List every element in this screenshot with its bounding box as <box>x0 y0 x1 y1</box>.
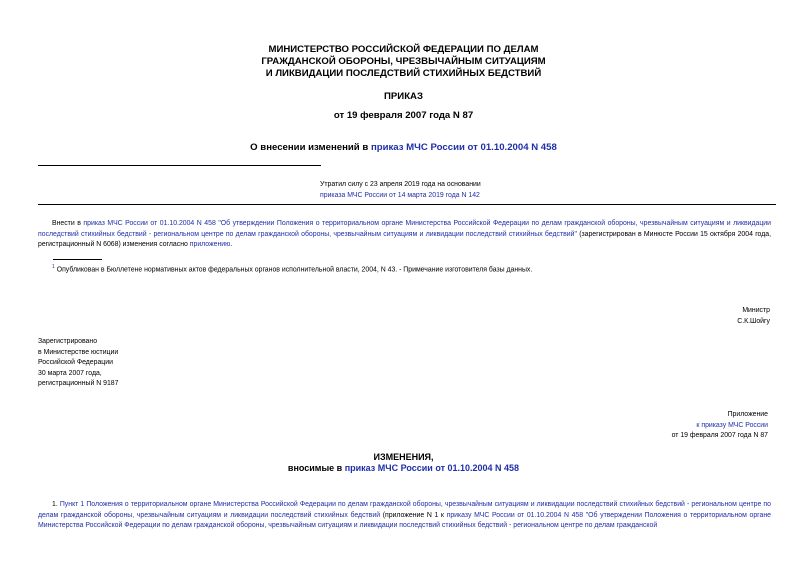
subject-link[interactable]: приказ МЧС России от 01.10.2004 N 458 <box>370 142 557 153</box>
registration-line-4: 30 марта 2007 года, <box>38 369 102 377</box>
main-paragraph <box>38 219 771 251</box>
registration-line-3: Российской Федерации <box>38 359 113 366</box>
changes-subtitle-prefix: вносимые в <box>287 463 345 473</box>
repeal-order-link[interactable]: приказа МЧС России от 14 марта 2019 года N 142 <box>320 191 480 199</box>
order-date: от 19 февраля 2007 года N 87 <box>333 110 474 121</box>
signature-name: С.К.Шойгу <box>737 317 770 325</box>
item-1-link-clause[interactable]: Пункт 1 Положения о территориальном органе Министерства Российской Федерации по делам гражданской обороны, чрезвычайным ситуациям и ликвидации последствий стихийных бедствий - региональном центре по делам гражданской обороны, чрезвычайным ситуациям и ликвидации последствий стихийных бедствий <box>38 501 771 519</box>
main-text-3: . <box>230 241 233 248</box>
ministry-title <box>0 44 807 80</box>
ministry-line-1: МИНИСТЕРСТВО РОССИЙСКОЙ ФЕДЕРАЦИИ ПО ДЕЛАМ <box>268 44 539 55</box>
ministry-line-3: И ЛИКВИДАЦИИ ПОСЛЕДСТВИЙ СТИХИЙНЫХ БЕДСТВИЙ <box>265 68 542 79</box>
subject-prefix: О внесении изменений в <box>250 142 371 153</box>
order-subject <box>0 142 807 154</box>
main-text-2: (зарегистрирован в Минюсте России 15 октября 2004 года, регистрационный N 6068) изменения согласно <box>38 230 772 248</box>
changes-title: ИЗМЕНЕНИЯ, <box>373 452 434 462</box>
registration-line-5: регистрационный N 9187 <box>38 380 119 387</box>
ministry-line-2: ГРАЖДАНСКОЙ ОБОРОНЫ, ЧРЕЗВЫЧАЙНЫМ СИТУАЦИЯМ <box>261 56 546 67</box>
appendix-date: от 19 февраля 2007 года N 87 <box>671 432 768 439</box>
registration-line-2: в Министерстве юстиции <box>38 348 119 356</box>
footnote-marker[interactable]: 1 <box>52 264 55 270</box>
changes-subtitle <box>0 462 807 474</box>
status-line-1: Утратил силу с 23 апреля 2019 года на основании <box>320 181 481 188</box>
main-link-appendix[interactable]: приложению <box>189 241 231 248</box>
status-note <box>320 180 481 201</box>
appendix-order-link[interactable]: к приказу МЧС России <box>696 421 768 429</box>
divider-wide <box>38 204 776 205</box>
item-1-text: (приложение N 1 к <box>380 511 447 519</box>
registration-line-1: Зарегистрировано <box>38 338 98 345</box>
footnote-text: Опубликован в Бюллетене нормативных актов федеральных органов исполнительной власти, 2004, N 43. - Примечание изготовителя базы данных. <box>56 266 533 274</box>
divider-top <box>38 165 321 166</box>
item-1-number: 1. <box>52 501 60 508</box>
footnote <box>52 262 532 276</box>
main-text-1: Внести в <box>52 220 84 227</box>
signature-position: Министр <box>742 307 770 314</box>
changes-subtitle-link[interactable]: приказ МЧС России от 01.10.2004 N 458 <box>344 463 520 473</box>
signature-block <box>600 306 770 327</box>
doc-type: ПРИКАЗ <box>384 91 423 102</box>
appendix-header <box>560 410 768 442</box>
registration-block <box>38 337 118 390</box>
item-1-paragraph <box>38 500 771 532</box>
footnote-divider <box>53 259 102 260</box>
main-link-order[interactable]: приказ МЧС России от 01.10.2004 N 458 "Об утверждении Положения о территориальном органе Министерства Российской Федерации по делам гражданской обороны, чрезвычайным ситуациям и ликвидации последствий стихийных бедствий - региональном центре по делам гражданской обороны, чрезвычайным ситуациям и ликвидации последствий стихийных бедствий" <box>38 220 771 238</box>
appendix-label: Приложение <box>727 411 768 418</box>
item-1-link-order[interactable]: приказу МЧС России от 01.10.2004 N 458 "Об утверждении Положения о территориальном органе Министерства Российской Федерации по делам гражданской обороны, чрезвычайным ситуациям и ликвидации последствий стихийных бедствий - региональном центре по делам гражданской <box>38 511 771 529</box>
